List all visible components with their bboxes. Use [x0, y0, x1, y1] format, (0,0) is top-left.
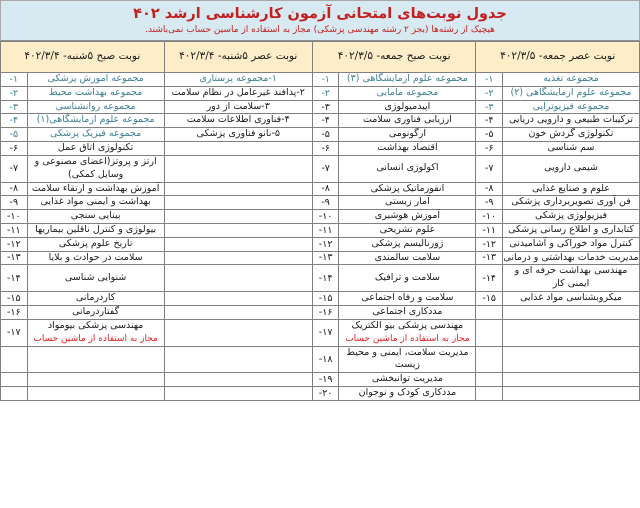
row-number: ۹-: [1, 196, 28, 210]
course-label: ارگونومی: [339, 128, 476, 142]
table-row: [1, 223, 640, 237]
row-number: ۱۶-: [1, 305, 28, 319]
row-number: ۱۴-: [312, 265, 339, 292]
row-number: ۱۲-: [312, 237, 339, 251]
row-number: ۶-: [1, 142, 28, 156]
row-number: ۱۹-: [312, 373, 339, 387]
course-label: مدیریت خدمات بهداشتی و درمانی: [503, 251, 640, 265]
course-label: آموزش بهداشت و ارتقاء سلامت: [27, 182, 164, 196]
empty-cell: [164, 387, 312, 401]
course-label: سم شناسی: [503, 142, 640, 156]
empty-cell: [476, 373, 503, 387]
course-label: ۴-فناوری اطلاعات سلامت: [164, 114, 312, 128]
course-label: مددکاری اجتماعی: [339, 305, 476, 319]
table-row: [1, 155, 640, 182]
course-label: شنوایی شناسی: [27, 265, 164, 292]
course-label: ارتز و پروتز(اعضای مصنوعی و وسایل کمکی): [27, 155, 164, 182]
course-label: مجموعه تغذیه: [503, 73, 640, 87]
table-row: [1, 319, 640, 346]
course-label: اپیدمیولوژی: [339, 100, 476, 114]
empty-cell: [1, 346, 28, 373]
row-number: ۱۲-: [476, 237, 503, 251]
row-number: ۷-: [476, 155, 503, 182]
page-subtitle: هیچیک از رشته‌ها (بجز ۲ رشته مهندسی پزشکی) مجاز به استفاده از ماسین حساب نمی‌باشند.: [145, 25, 495, 36]
course-label: مجموعه آموزش پزشکی: [27, 73, 164, 87]
course-label: سلامت سالمندی: [339, 251, 476, 265]
course-label: مجموعه علوم آزمایشگاهی (۲): [503, 86, 640, 100]
row-number: ۱۳-: [1, 251, 28, 265]
calculator-allowed-note: مجاز به استفاده از ماشین حساب: [345, 334, 470, 345]
table-row: [1, 196, 640, 210]
course-label: مهندسی بهداشت حرفه ای و ایمنی کار: [503, 265, 640, 292]
row-number: ۴-: [476, 114, 503, 128]
row-number: ۹-: [476, 196, 503, 210]
row-number: ۱۱-: [1, 223, 28, 237]
empty-cell: [164, 223, 312, 237]
course-label: مجموعه علوم آزمایشگاهی (۳): [339, 73, 476, 87]
row-number: ۱۰-: [476, 210, 503, 224]
course-label: فیزیولوژی پزشکی: [503, 210, 640, 224]
empty-cell: [164, 305, 312, 319]
empty-cell: [503, 346, 640, 373]
empty-cell: [164, 237, 312, 251]
row-number: ۲-: [1, 86, 28, 100]
empty-cell: [503, 305, 640, 319]
course-label: بهداشت و ایمنی مواد غذایی: [27, 196, 164, 210]
course-label: علوم تشریحی: [339, 223, 476, 237]
course-label: اکولوژی انسانی: [339, 155, 476, 182]
course-label: مجموعه بهداشت محیط: [27, 86, 164, 100]
course-label: آمار زیستی: [339, 196, 476, 210]
course-label: مجموعه فیزیک پزشکی: [27, 128, 164, 142]
page-title: جدول نوبت‌های امتحانی آزمون کارشناسی ارشد ۴۰۲: [133, 6, 507, 23]
row-number: ۵-: [1, 128, 28, 142]
empty-cell: [164, 346, 312, 373]
empty-cell: [164, 319, 312, 346]
table-body: [1, 73, 640, 401]
row-number: ۲-: [476, 86, 503, 100]
row-number: ۱۴-: [476, 265, 503, 292]
empty-cell: [476, 387, 503, 401]
row-number: ۲-: [312, 86, 339, 100]
row-number: ۱۵-: [476, 292, 503, 306]
empty-cell: [503, 373, 640, 387]
empty-cell: [476, 319, 503, 346]
empty-cell: [164, 373, 312, 387]
calculator-allowed-note: مجاز به استفاده از ماشین حساب: [33, 334, 158, 345]
table-row: [1, 128, 640, 142]
table-row: [1, 251, 640, 265]
empty-cell: [27, 373, 164, 387]
row-number: ۶-: [312, 142, 339, 156]
row-number: ۱۵-: [1, 292, 28, 306]
course-label: مهندسی پزشکی بیو الکتریک مجاز به استفاده از ماشین حساب: [339, 319, 476, 346]
empty-cell: [164, 292, 312, 306]
course-label: تکنولوژی گردش خون: [503, 128, 640, 142]
course-label: سلامت در حوادث و بلایا: [27, 251, 164, 265]
row-number: ۷-: [312, 155, 339, 182]
course-label: مدیریت توانبخشی: [339, 373, 476, 387]
row-number: ۴-: [312, 114, 339, 128]
empty-cell: [164, 265, 312, 292]
row-number: ۳-: [1, 100, 28, 114]
row-number: ۱۷-: [1, 319, 28, 346]
row-number: ۶-: [476, 142, 503, 156]
course-label: میکروبشناسی مواد غذایی: [503, 292, 640, 306]
course-label: بیولوژی و کنترل ناقلین بیماریها: [27, 223, 164, 237]
row-number: ۱۳-: [476, 251, 503, 265]
course-label: سلامت و رفاه اجتماعی: [339, 292, 476, 306]
row-number: ۳-: [476, 100, 503, 114]
row-number: ۱۰-: [1, 210, 28, 224]
table-row: [1, 100, 640, 114]
empty-cell: [164, 210, 312, 224]
table-row: [1, 86, 640, 100]
exam-schedule-table: [0, 41, 640, 401]
column-header-thursday-afternoon: نوبت عصر ۵شنبه- ۴۰۲/۳/۴: [164, 42, 312, 73]
course-label: کتابداری و اطلاع رسانی پزشکی: [503, 223, 640, 237]
table-row: [1, 142, 640, 156]
table-row: [1, 305, 640, 319]
empty-cell: [164, 251, 312, 265]
row-number: ۸-: [1, 182, 28, 196]
row-number: ۳-: [312, 100, 339, 114]
course-label: مجموعه مامایی: [339, 86, 476, 100]
row-number: ۲۰-: [312, 387, 339, 401]
table-row: [1, 182, 640, 196]
course-label: کاردرمانی: [27, 292, 164, 306]
empty-cell: [476, 346, 503, 373]
table-row: [1, 346, 640, 373]
row-number: ۱-: [476, 73, 503, 87]
table-row: [1, 387, 640, 401]
empty-cell: [503, 387, 640, 401]
empty-cell: [476, 305, 503, 319]
empty-cell: [503, 319, 640, 346]
table-row: [1, 210, 640, 224]
empty-cell: [1, 387, 28, 401]
table-row: [1, 292, 640, 306]
row-number: ۹-: [312, 196, 339, 210]
row-number: ۱۸-: [312, 346, 339, 373]
title-block: [0, 0, 640, 41]
row-number: ۵-: [476, 128, 503, 142]
course-label: شیمی دارویی: [503, 155, 640, 182]
table-row: [1, 373, 640, 387]
table-row: [1, 237, 640, 251]
course-label: ترکیبات طبیعی و دارویی دریایی: [503, 114, 640, 128]
course-label: مجموعه روانشناسی: [27, 100, 164, 114]
course-label: مهندسی پزشکی بیومواد مجاز به استفاده از ماشین حساب: [27, 319, 164, 346]
course-label: ارزیابی فناوری سلامت: [339, 114, 476, 128]
course-label: گفتاردرمانی: [27, 305, 164, 319]
empty-cell: [164, 155, 312, 182]
column-header-friday-afternoon: نوبت عصر جمعه- ۴۰۲/۳/۵: [476, 42, 640, 73]
row-number: ۸-: [476, 182, 503, 196]
row-number: ۱۴-: [1, 265, 28, 292]
course-label: مجموعه علوم آزمایشگاهی(۱): [27, 114, 164, 128]
course-label: مجموعه فیزیوتراپی: [503, 100, 640, 114]
course-label: آموزش هوشبری: [339, 210, 476, 224]
row-number: ۱۱-: [476, 223, 503, 237]
empty-cell: [164, 142, 312, 156]
row-number: ۵-: [312, 128, 339, 142]
course-label: ۳-سلامت از دور: [164, 100, 312, 114]
row-number: ۱۲-: [1, 237, 28, 251]
course-label: فن آوری تصویربرداری پزشکی: [503, 196, 640, 210]
row-number: ۱۱-: [312, 223, 339, 237]
table-header-row: [1, 42, 640, 73]
course-label: بینایی سنجی: [27, 210, 164, 224]
course-label: ۱-مجموعه پرستاری: [164, 73, 312, 87]
course-label: مدیریت سلامت، ایمنی و محیط زیست: [339, 346, 476, 373]
empty-cell: [164, 182, 312, 196]
column-header-friday-morning: نوبت صبح جمعه- ۴۰۲/۳/۵: [312, 42, 476, 73]
course-label: اقتصاد بهداشت: [339, 142, 476, 156]
row-number: ۴-: [1, 114, 28, 128]
table-row: [1, 73, 640, 87]
course-label: کنترل مواد خوراکی و آشامیدنی: [503, 237, 640, 251]
empty-cell: [1, 373, 28, 387]
course-label: تاریخ علوم پزشکی: [27, 237, 164, 251]
row-number: ۸-: [312, 182, 339, 196]
row-number: ۱۳-: [312, 251, 339, 265]
course-label: انفورماتیک پزشکی: [339, 182, 476, 196]
row-number: ۱۷-: [312, 319, 339, 346]
row-number: ۱۵-: [312, 292, 339, 306]
course-label: ۵-نانو فناوری پزشکی: [164, 128, 312, 142]
empty-cell: [27, 346, 164, 373]
course-label: ژورنالیسم پزشکی: [339, 237, 476, 251]
row-number: ۱۶-: [312, 305, 339, 319]
course-label: سلامت و ترافیک: [339, 265, 476, 292]
course-label: مددکاری کودک و نوجوان: [339, 387, 476, 401]
column-header-thursday-morning: نوبت صبح ۵شنبه- ۴۰۲/۳/۴: [1, 42, 165, 73]
course-label: علوم و صنایع غذایی: [503, 182, 640, 196]
table-row: [1, 265, 640, 292]
row-number: ۷-: [1, 155, 28, 182]
table-row: [1, 114, 640, 128]
row-number: ۱۰-: [312, 210, 339, 224]
row-number: ۱-: [312, 73, 339, 87]
empty-cell: [164, 196, 312, 210]
empty-cell: [27, 387, 164, 401]
course-label: ۲-پدافند غیرعامل در نظام سلامت: [164, 86, 312, 100]
row-number: ۱-: [1, 73, 28, 87]
course-label: تکنولوژی اتاق عمل: [27, 142, 164, 156]
